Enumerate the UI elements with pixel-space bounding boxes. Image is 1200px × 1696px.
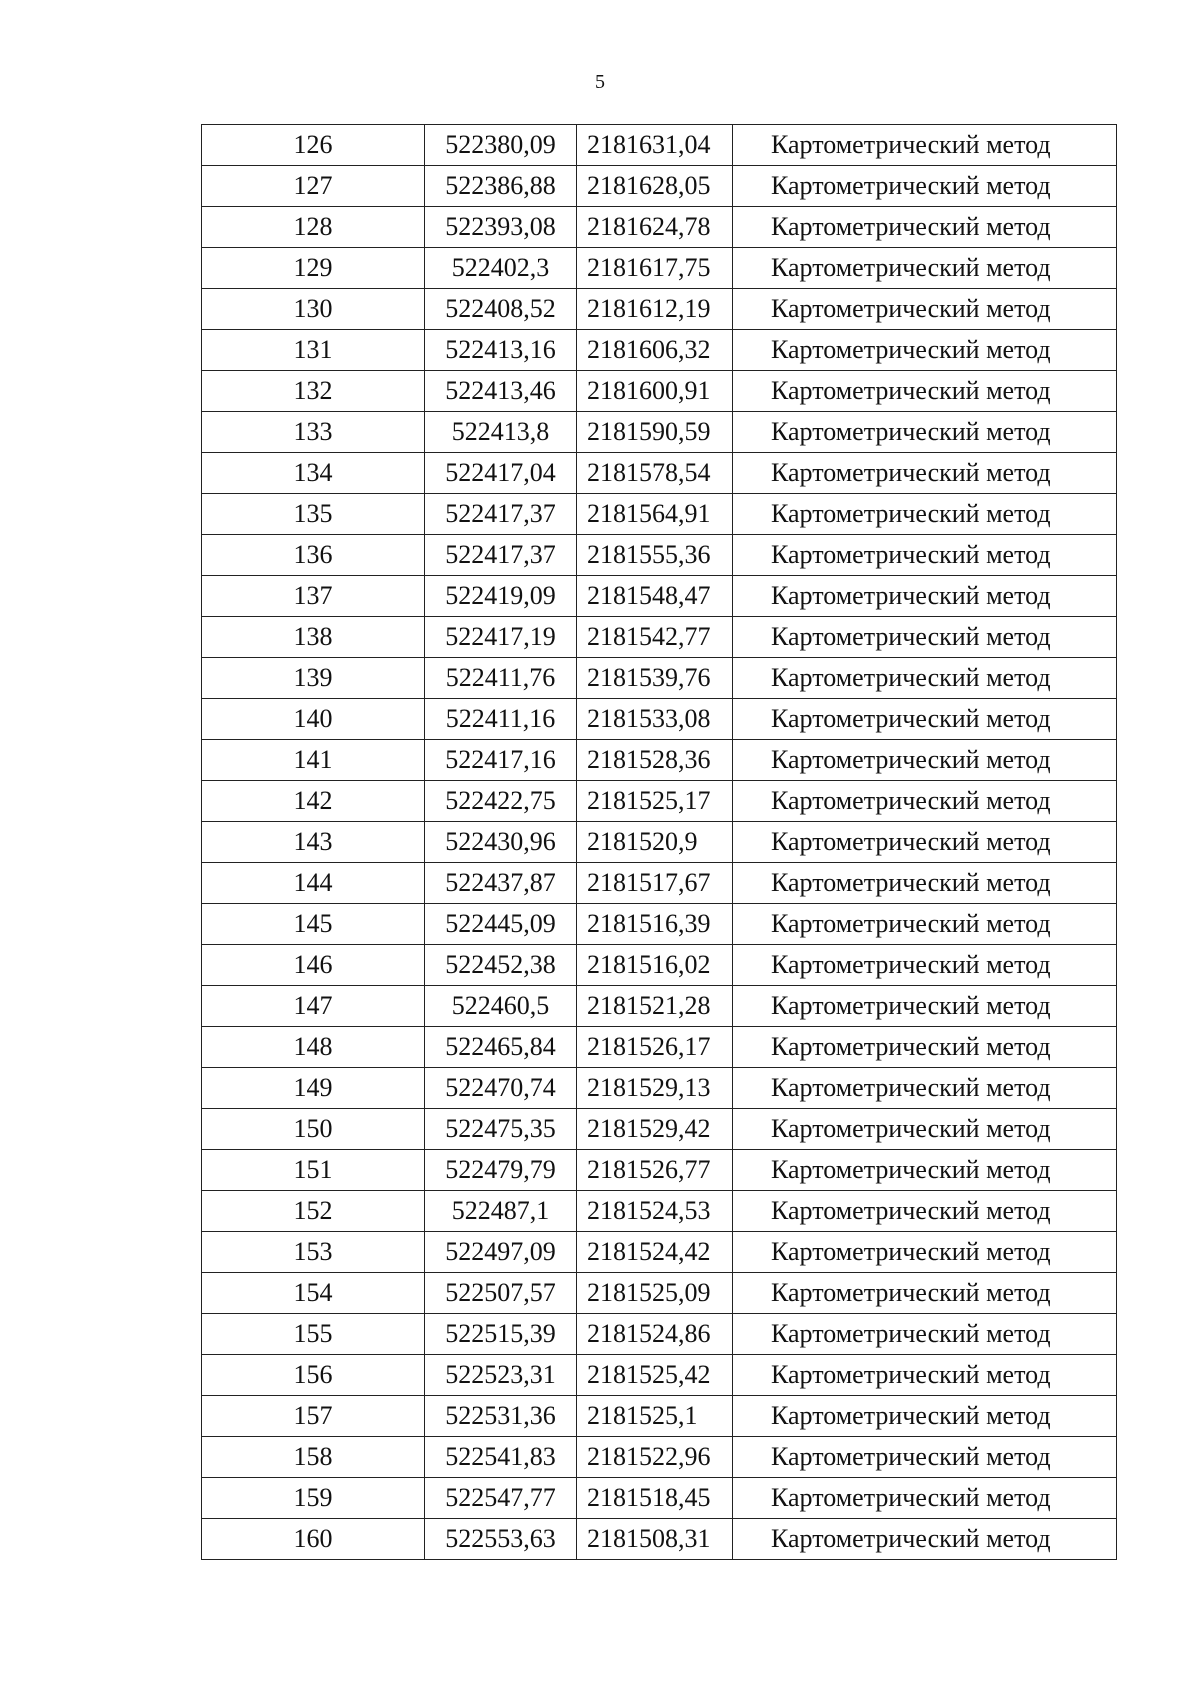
y-coordinate-cell: 2181628,05 [577,166,733,207]
table-row [202,330,1117,371]
x-coordinate-cell: 522419,09 [425,576,577,617]
point-number-cell: 152 [202,1191,425,1232]
x-coordinate-cell: 522470,74 [425,1068,577,1109]
x-coordinate-cell: 522541,83 [425,1437,577,1478]
table-row [202,1150,1117,1191]
table-row [202,986,1117,1027]
page-number: 5 [595,71,605,93]
method-cell: Картометрический метод [733,248,1117,289]
point-number-cell: 145 [202,904,425,945]
x-coordinate-cell: 522445,09 [425,904,577,945]
x-coordinate-cell: 522437,87 [425,863,577,904]
method-cell: Картометрический метод [733,535,1117,576]
table-row [202,781,1117,822]
x-coordinate-cell: 522417,19 [425,617,577,658]
y-coordinate-cell: 2181520,9 [577,822,733,863]
method-cell: Картометрический метод [733,617,1117,658]
y-coordinate-cell: 2181590,59 [577,412,733,453]
table-row [202,248,1117,289]
method-cell: Картометрический метод [733,822,1117,863]
method-cell: Картометрический метод [733,781,1117,822]
method-cell: Картометрический метод [733,1478,1117,1519]
point-number-cell: 140 [202,699,425,740]
point-number-cell: 158 [202,1437,425,1478]
point-number-cell: 128 [202,207,425,248]
point-number-cell: 144 [202,863,425,904]
method-cell: Картометрический метод [733,740,1117,781]
y-coordinate-cell: 2181525,42 [577,1355,733,1396]
table-row [202,1519,1117,1560]
y-coordinate-cell: 2181617,75 [577,248,733,289]
x-coordinate-cell: 522417,16 [425,740,577,781]
table-row [202,125,1117,166]
y-coordinate-cell: 2181521,28 [577,986,733,1027]
table-row [202,1396,1117,1437]
method-cell: Картометрический метод [733,699,1117,740]
x-coordinate-cell: 522479,79 [425,1150,577,1191]
table-row [202,617,1117,658]
point-number-cell: 160 [202,1519,425,1560]
x-coordinate-cell: 522413,16 [425,330,577,371]
method-cell: Картометрический метод [733,576,1117,617]
y-coordinate-cell: 2181508,31 [577,1519,733,1560]
method-cell: Картометрический метод [733,1191,1117,1232]
y-coordinate-cell: 2181624,78 [577,207,733,248]
table-row [202,1478,1117,1519]
table-row [202,1437,1117,1478]
point-number-cell: 148 [202,1027,425,1068]
method-cell: Картометрический метод [733,1355,1117,1396]
table-row [202,658,1117,699]
method-cell: Картометрический метод [733,494,1117,535]
table-row [202,740,1117,781]
table-row [202,1068,1117,1109]
table-row [202,1232,1117,1273]
table-row [202,166,1117,207]
y-coordinate-cell: 2181542,77 [577,617,733,658]
y-coordinate-cell: 2181526,77 [577,1150,733,1191]
y-coordinate-cell: 2181529,13 [577,1068,733,1109]
point-number-cell: 151 [202,1150,425,1191]
table-row [202,207,1117,248]
x-coordinate-cell: 522402,3 [425,248,577,289]
point-number-cell: 137 [202,576,425,617]
table-row [202,1109,1117,1150]
method-cell: Картометрический метод [733,371,1117,412]
method-cell: Картометрический метод [733,1273,1117,1314]
point-number-cell: 143 [202,822,425,863]
table-row [202,863,1117,904]
x-coordinate-cell: 522413,46 [425,371,577,412]
x-coordinate-cell: 522417,37 [425,494,577,535]
x-coordinate-cell: 522386,88 [425,166,577,207]
point-number-cell: 138 [202,617,425,658]
method-cell: Картометрический метод [733,904,1117,945]
point-number-cell: 130 [202,289,425,330]
method-cell: Картометрический метод [733,863,1117,904]
method-cell: Картометрический метод [733,453,1117,494]
y-coordinate-cell: 2181548,47 [577,576,733,617]
coordinates-table-body [202,125,1117,1560]
point-number-cell: 135 [202,494,425,535]
point-number-cell: 133 [202,412,425,453]
method-cell: Картометрический метод [733,658,1117,699]
table-row [202,535,1117,576]
method-cell: Картометрический метод [733,207,1117,248]
x-coordinate-cell: 522452,38 [425,945,577,986]
table-row [202,1355,1117,1396]
point-number-cell: 150 [202,1109,425,1150]
point-number-cell: 142 [202,781,425,822]
point-number-cell: 157 [202,1396,425,1437]
point-number-cell: 129 [202,248,425,289]
method-cell: Картометрический метод [733,330,1117,371]
method-cell: Картометрический метод [733,1109,1117,1150]
x-coordinate-cell: 522422,75 [425,781,577,822]
method-cell: Картометрический метод [733,289,1117,330]
point-number-cell: 156 [202,1355,425,1396]
y-coordinate-cell: 2181525,1 [577,1396,733,1437]
table-row [202,699,1117,740]
x-coordinate-cell: 522408,52 [425,289,577,330]
y-coordinate-cell: 2181525,17 [577,781,733,822]
y-coordinate-cell: 2181524,53 [577,1191,733,1232]
method-cell: Картометрический метод [733,1396,1117,1437]
table-row [202,1273,1117,1314]
y-coordinate-cell: 2181631,04 [577,125,733,166]
table-row [202,576,1117,617]
x-coordinate-cell: 522393,08 [425,207,577,248]
y-coordinate-cell: 2181516,02 [577,945,733,986]
table-row [202,822,1117,863]
x-coordinate-cell: 522531,36 [425,1396,577,1437]
x-coordinate-cell: 522465,84 [425,1027,577,1068]
method-cell: Картометрический метод [733,1519,1117,1560]
y-coordinate-cell: 2181522,96 [577,1437,733,1478]
x-coordinate-cell: 522411,76 [425,658,577,699]
table-row [202,1191,1117,1232]
method-cell: Картометрический метод [733,1232,1117,1273]
x-coordinate-cell: 522497,09 [425,1232,577,1273]
method-cell: Картометрический метод [733,125,1117,166]
method-cell: Картометрический метод [733,1068,1117,1109]
x-coordinate-cell: 522475,35 [425,1109,577,1150]
y-coordinate-cell: 2181526,17 [577,1027,733,1068]
x-coordinate-cell: 522417,04 [425,453,577,494]
table-row [202,904,1117,945]
point-number-cell: 126 [202,125,425,166]
y-coordinate-cell: 2181539,76 [577,658,733,699]
point-number-cell: 134 [202,453,425,494]
point-number-cell: 154 [202,1273,425,1314]
x-coordinate-cell: 522507,57 [425,1273,577,1314]
method-cell: Картометрический метод [733,986,1117,1027]
y-coordinate-cell: 2181525,09 [577,1273,733,1314]
point-number-cell: 147 [202,986,425,1027]
table-row [202,1027,1117,1068]
table-row [202,494,1117,535]
table-row [202,412,1117,453]
point-number-cell: 153 [202,1232,425,1273]
point-number-cell: 132 [202,371,425,412]
y-coordinate-cell: 2181524,42 [577,1232,733,1273]
x-coordinate-cell: 522417,37 [425,535,577,576]
point-number-cell: 146 [202,945,425,986]
table-row [202,453,1117,494]
point-number-cell: 136 [202,535,425,576]
method-cell: Картометрический метод [733,1150,1117,1191]
y-coordinate-cell: 2181600,91 [577,371,733,412]
table-row [202,289,1117,330]
y-coordinate-cell: 2181518,45 [577,1478,733,1519]
method-cell: Картометрический метод [733,1027,1117,1068]
point-number-cell: 127 [202,166,425,207]
x-coordinate-cell: 522523,31 [425,1355,577,1396]
y-coordinate-cell: 2181555,36 [577,535,733,576]
x-coordinate-cell: 522460,5 [425,986,577,1027]
y-coordinate-cell: 2181516,39 [577,904,733,945]
x-coordinate-cell: 522515,39 [425,1314,577,1355]
table-row [202,1314,1117,1355]
y-coordinate-cell: 2181533,08 [577,699,733,740]
y-coordinate-cell: 2181517,67 [577,863,733,904]
method-cell: Картометрический метод [733,945,1117,986]
y-coordinate-cell: 2181564,91 [577,494,733,535]
table-row [202,945,1117,986]
method-cell: Картометрический метод [733,412,1117,453]
point-number-cell: 131 [202,330,425,371]
point-number-cell: 155 [202,1314,425,1355]
point-number-cell: 139 [202,658,425,699]
y-coordinate-cell: 2181606,32 [577,330,733,371]
x-coordinate-cell: 522553,63 [425,1519,577,1560]
method-cell: Картометрический метод [733,166,1117,207]
x-coordinate-cell: 522380,09 [425,125,577,166]
y-coordinate-cell: 2181529,42 [577,1109,733,1150]
point-number-cell: 141 [202,740,425,781]
point-number-cell: 149 [202,1068,425,1109]
coordinates-table [201,124,1117,1560]
y-coordinate-cell: 2181578,54 [577,453,733,494]
y-coordinate-cell: 2181524,86 [577,1314,733,1355]
x-coordinate-cell: 522411,16 [425,699,577,740]
method-cell: Картометрический метод [733,1437,1117,1478]
x-coordinate-cell: 522413,8 [425,412,577,453]
y-coordinate-cell: 2181612,19 [577,289,733,330]
x-coordinate-cell: 522547,77 [425,1478,577,1519]
x-coordinate-cell: 522487,1 [425,1191,577,1232]
point-number-cell: 159 [202,1478,425,1519]
method-cell: Картометрический метод [733,1314,1117,1355]
x-coordinate-cell: 522430,96 [425,822,577,863]
table-row [202,371,1117,412]
y-coordinate-cell: 2181528,36 [577,740,733,781]
